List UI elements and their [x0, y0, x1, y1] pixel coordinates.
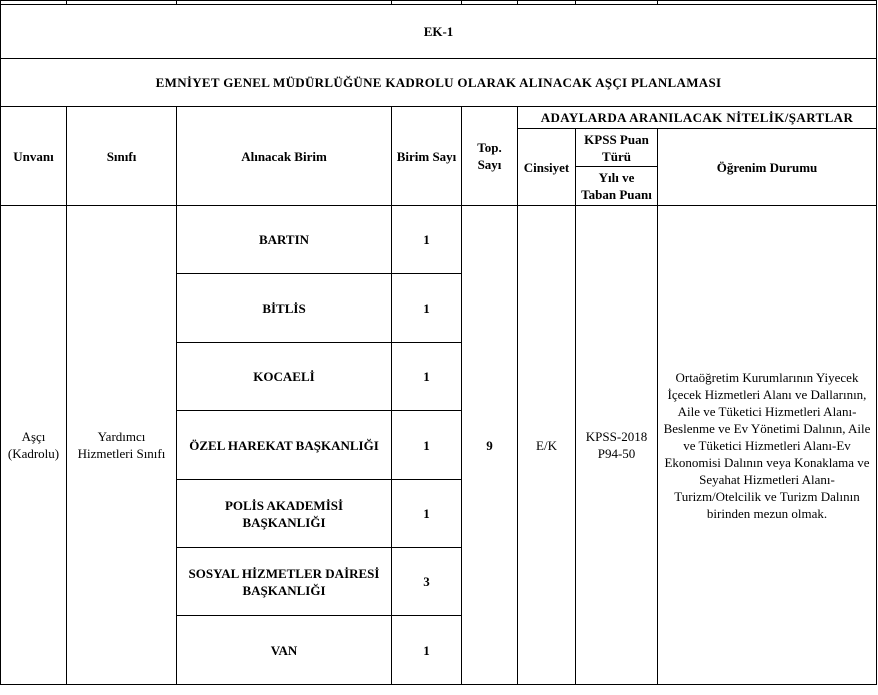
unit-name	[177, 480, 392, 548]
unvan-cell	[1, 206, 67, 685]
header-sinif: Sınıfı	[67, 107, 177, 206]
unit-count: 1	[392, 480, 462, 548]
header-birim-sayi: Birim Sayı	[392, 107, 462, 206]
education-requirement: Ortaöğretim Kurumlarının Yiyecek İçecek Hizmetleri Alanı ve Dallarının, Aile ve Tüketici Hizmetleri Alanı-Beslenme ve Ev Yönetimi Dalının, Aile ve Tüketici Hizmetleri Alanı-Ev Ekonomisi Dalının veya Konaklama ve Seyahat Hizmetleri Alanı-Turizm/Otelcilik ve Turizm Dalının birinden mezun olmak.	[658, 206, 877, 685]
unit-name-line2: BAŞKANLIĞI	[242, 582, 326, 598]
kpss-line1: KPSS-2018	[585, 429, 648, 444]
unit-name	[177, 548, 392, 616]
unit-name-line1: BİTLİS	[262, 300, 306, 316]
unit-name-line1: POLİS AKADEMİSİ	[224, 497, 344, 513]
header-row-1	[1, 107, 877, 129]
unit-count: 1	[392, 411, 462, 480]
unit-name-line1: SOSYAL HİZMETLER DAİRESİ	[188, 565, 380, 581]
header-unvan: Unvanı	[1, 107, 67, 206]
unit-count: 1	[392, 616, 462, 685]
sinif-line2: Hizmetleri Sınıfı	[77, 446, 166, 461]
header-kpss-line2: Türü	[602, 148, 631, 164]
unit-name-line1: KOCAELİ	[253, 369, 315, 384]
unit-name	[177, 206, 392, 274]
unit-name	[177, 343, 392, 411]
unit-name	[177, 274, 392, 343]
table-row	[1, 206, 877, 274]
header-top-sayi-line1: Top.	[477, 140, 502, 155]
total-count: 9	[462, 206, 518, 685]
header-top-sayi-line2: Sayı	[477, 157, 502, 172]
unvan-line2: (Kadrolu)	[7, 446, 60, 461]
header-criteria-group: ADAYLARDA ARANILACAK NİTELİK/ŞARTLAR	[518, 107, 877, 129]
header-ogrenim: Öğrenim Durumu	[658, 129, 877, 206]
unvan-line1: Aşçı	[21, 429, 46, 444]
annex-label: EK-1	[1, 5, 877, 59]
unit-name	[177, 411, 392, 480]
kpss-cell	[576, 206, 658, 685]
header-alinacak-birim: Alınacak Birim	[177, 107, 392, 206]
unit-name-line1: ÖZEL HAREKAT BAŞKANLIĞI	[189, 437, 379, 453]
unit-count: 1	[392, 206, 462, 274]
table-title: EMNİYET GENEL MÜDÜRLÜĞÜNE KADROLU OLARAK ALINACAK AŞÇI PLANLAMASI	[1, 59, 877, 107]
title-row	[1, 59, 877, 107]
unit-name	[177, 616, 392, 685]
header-yil-line1: Yılı ve	[598, 170, 635, 185]
unit-count: 1	[392, 343, 462, 411]
unit-count: 1	[392, 274, 462, 343]
sinif-line1: Yardımcı	[97, 429, 146, 444]
annex-row	[1, 5, 877, 59]
sinif-cell	[67, 206, 177, 685]
cinsiyet-cell: E/K	[518, 206, 576, 685]
unit-name-line1: BARTIN	[258, 232, 310, 247]
header-yil	[576, 167, 658, 206]
unit-name-line1: VAN	[270, 642, 298, 658]
unit-name-line2: BAŞKANLIĞI	[242, 514, 326, 530]
header-kpss	[576, 129, 658, 167]
header-yil-line2: Taban Puanı	[581, 187, 652, 202]
header-top-sayi	[462, 107, 518, 206]
kpss-line2: P94-50	[597, 446, 636, 461]
header-cinsiyet: Cinsiyet	[518, 129, 576, 206]
unit-count: 3	[392, 548, 462, 616]
header-kpss-line1: KPSS Puan	[584, 131, 649, 147]
